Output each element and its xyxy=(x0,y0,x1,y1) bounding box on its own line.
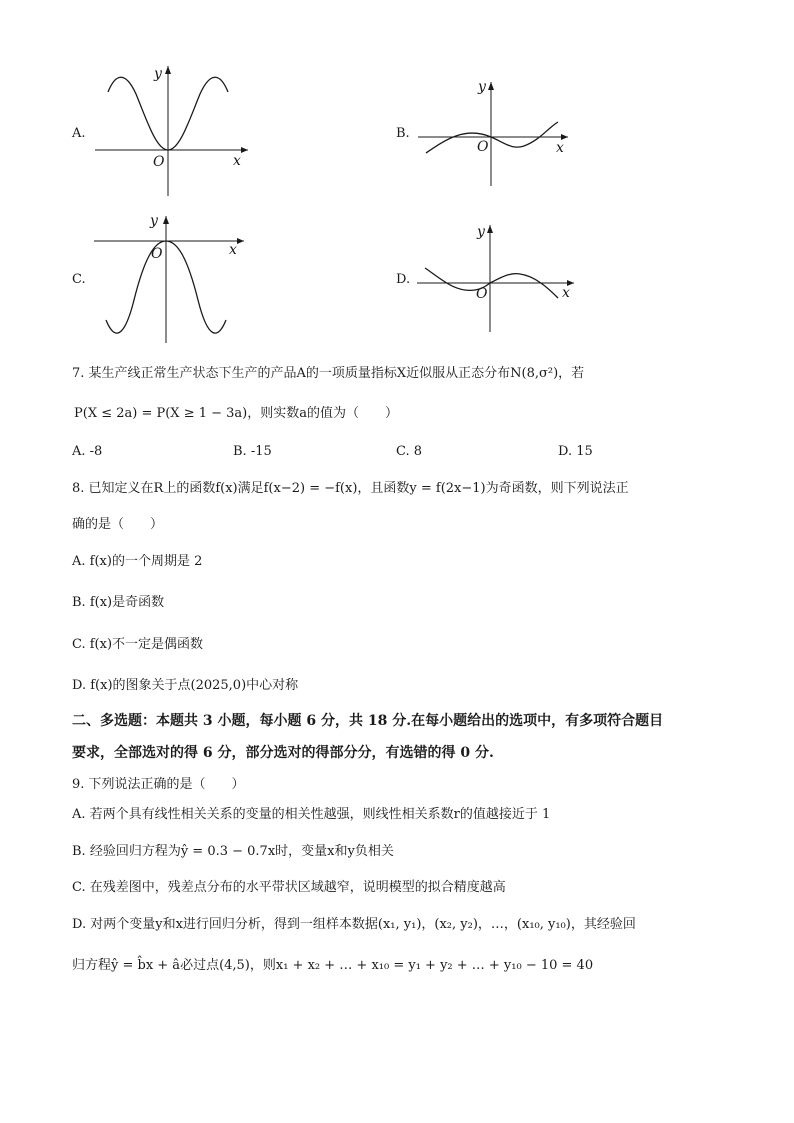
graph-b-x-label: x xyxy=(556,140,564,156)
q8-stem-line2: 确的是（ ） xyxy=(72,517,164,532)
q9-option-c: C. 在残差图中，残差点分布的水平带状区域越窄，说明模型的拟合精度越高 xyxy=(72,880,506,895)
graph-b xyxy=(418,79,568,186)
graph-c xyxy=(94,213,244,343)
graph-a xyxy=(95,66,248,196)
q9-option-a: A. 若两个具有线性相关关系的变量的相关性越强，则线性相关系数r的值越接近于 1 xyxy=(72,807,551,822)
q9-option-d-line1: D. 对两个变量y和x进行回归分析，得到一组样本数据(x₁, y₁)，(x₂, y₂)，…，(x₁₀, y₁₀)，其经验回 xyxy=(72,917,636,932)
graph-d-x-label: x xyxy=(562,285,570,301)
graph-d-origin: O xyxy=(476,286,488,302)
graph-b-label: B. xyxy=(396,126,410,141)
graph-a-y-label: y xyxy=(154,66,162,82)
graph-b-origin: O xyxy=(477,139,489,155)
q9-stem: 9. 下列说法正确的是（ ） xyxy=(72,777,245,792)
graph-a-x-label: x xyxy=(233,153,241,169)
q7-option-a: A. -8 xyxy=(72,444,103,459)
graph-c-label: C. xyxy=(72,272,86,287)
graph-b-y-label: y xyxy=(478,79,486,95)
graph-c-origin: O xyxy=(151,246,163,262)
graph-d-y-label: y xyxy=(477,224,485,240)
q8-option-b: B. f(x)是奇函数 xyxy=(72,595,165,610)
q9-option-d-line2: 归方程ŷ = b̂x + â必过点(4,5)，则x₁ + x₂ + … + x₁₀ = y₁ + y₂ + … + y₁₀ − 10 = 40 xyxy=(72,958,594,973)
q8-option-d: D. f(x)的图象关于点(2025,0)中心对称 xyxy=(72,678,299,693)
graph-d-label: D. xyxy=(396,272,411,287)
q8-stem-line1: 8. 已知定义在R上的函数f(x)满足f(x−2) = −f(x)，且函数y = f(2x−1)为奇函数，则下列说法正 xyxy=(72,481,629,496)
q8-option-c: C. f(x)不一定是偶函数 xyxy=(72,637,204,652)
q7-option-c: C. 8 xyxy=(396,444,423,459)
q7-stem-line2: P(X ≤ 2a) = P(X ≥ 1 − 3a)，则实数a的值为（ ） xyxy=(74,406,398,421)
q9-option-b: B. 经验回归方程为ŷ = 0.3 − 0.7x时，变量x和y负相关 xyxy=(72,844,394,859)
graph-d xyxy=(417,224,574,332)
graph-c-y-label: y xyxy=(150,213,158,229)
graph-a-label: A. xyxy=(72,126,86,141)
q7-stem-line1: 7. 某生产线正常生产状态下生产的产品A的一项质量指标X近似服从正态分布N(8,σ²)，若 xyxy=(72,366,585,381)
q8-option-a: A. f(x)的一个周期是 2 xyxy=(72,554,203,569)
section2-heading-line2: 要求，全部选对的得 6 分，部分选对的得部分分，有选错的得 0 分. xyxy=(72,745,494,761)
q7-option-b: B. -15 xyxy=(233,444,272,459)
section2-heading-line1: 二、多选题：本题共 3 小题，每小题 6 分，共 18 分.在每小题给出的选项中，有多项符合题目 xyxy=(72,713,664,729)
graph-a-origin: O xyxy=(153,154,165,170)
q7-option-d: D. 15 xyxy=(558,444,593,459)
graph-c-x-label: x xyxy=(229,242,237,258)
